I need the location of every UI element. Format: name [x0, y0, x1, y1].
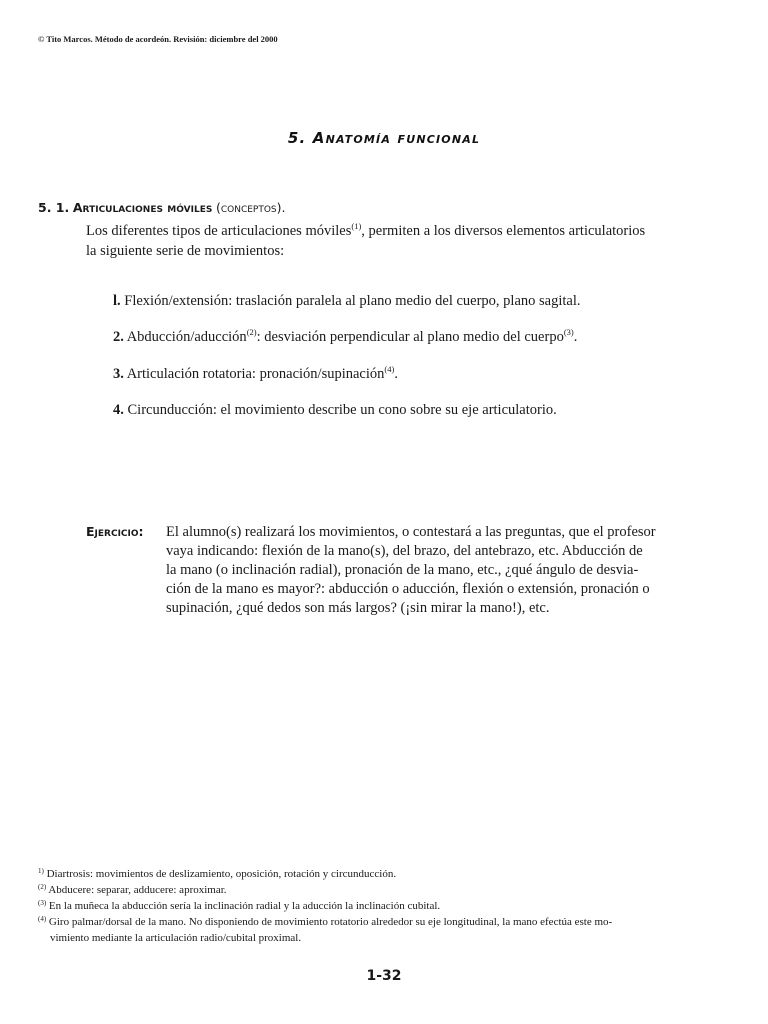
intro-text: Los diferentes tipos de articulaciones móviles [86, 223, 352, 239]
item-text: . [573, 329, 578, 345]
page-number: 1-32 [366, 968, 402, 984]
item-number: 2. [113, 329, 124, 345]
footnote-mark: (3) [38, 899, 47, 907]
item-text: Articulación rotatoria: pronación/supinación [123, 366, 385, 382]
footnote-mark: (4) [38, 915, 47, 923]
section-title: Articulaciones móviles [72, 200, 213, 215]
exercise-line: la mano (o inclinación radial), pronación de la mano, etc., ¿qué ángulo de desvia- [166, 562, 639, 578]
footnote-mark: (2) [38, 883, 47, 891]
item-number: l. [113, 293, 121, 309]
exercise-line: vaya indicando: flexión de la mano(s), del brazo, del antebrazo, etc. Abducción de [166, 543, 643, 559]
item-text: Flexión/extensión: traslación paralela al plano medio del cuerpo, plano sagital. [120, 293, 581, 309]
footnote-ref: (1) [351, 221, 362, 231]
exercise-text [166, 523, 688, 618]
item-text: : desviación perpendicular al plano medio del cuerpo [256, 329, 564, 345]
footnote [38, 866, 718, 882]
footnote-ref: (4) [384, 364, 395, 374]
footnote-text: Giro palmar/dorsal de la mano. No disponiendo de movimiento rotatorio alrededor su eje longitudinal, la mano efectúa este mo- [46, 916, 613, 928]
item-number: 4. [113, 402, 124, 418]
exercise-line: supinación, ¿qué dedos son más largos? (¡sin mirar la mano!), etc. [166, 600, 550, 616]
intro-text: , permiten a los diversos elementos articulatorios [361, 223, 646, 239]
list-item [113, 366, 398, 383]
footnote-text: Abducere: separar, adducere: aproximar. [46, 884, 227, 896]
footnote [38, 882, 718, 898]
item-text: . [394, 366, 398, 382]
item-text: Circunducción: el movimiento describe un cono sobre su eje articulatorio. [123, 402, 557, 418]
intro-paragraph [86, 221, 706, 261]
exercise-label: Ejercicio: [86, 524, 144, 539]
list-item [113, 293, 581, 310]
footnote-text: vimiento mediante la articulación radio/cubital proximal. [50, 932, 302, 944]
intro-text: la siguiente serie de movimientos: [86, 243, 285, 259]
list-item [113, 329, 577, 346]
chapter-title: 5. Anatomía funcional [287, 129, 481, 147]
exercise-line: El alumno(s) realizará los movimientos, o contestará a las preguntas, que el profesor [166, 524, 656, 540]
section-subtitle: (conceptos). [215, 200, 286, 215]
section-heading [38, 200, 286, 217]
footnotes [38, 866, 718, 946]
footnote-text: Diartrosis: movimientos de deslizamiento, oposición, rotación y circunducción. [43, 868, 397, 880]
copyright-header: © Tito Marcos. Método de acordeón. Revisión: diciembre del 2000 [38, 34, 278, 44]
footnote [38, 898, 718, 914]
footnote [38, 914, 718, 946]
footnote-text: En la muñeca la abducción sería la inclinación radial y la aducción la inclinación cubital. [46, 900, 441, 912]
list-item [113, 402, 557, 419]
section-number: 5. 1. [38, 200, 70, 215]
footnote-ref: (2) [246, 327, 257, 337]
footnote-mark: 1) [38, 867, 44, 875]
item-number: 3. [113, 366, 124, 382]
exercise-line: ción de la mano es mayor?: abducción o aducción, flexión o extensión, pronación o [166, 581, 650, 597]
footnote-ref: (3) [563, 327, 574, 337]
item-text: Abducción/aducción [123, 329, 247, 345]
